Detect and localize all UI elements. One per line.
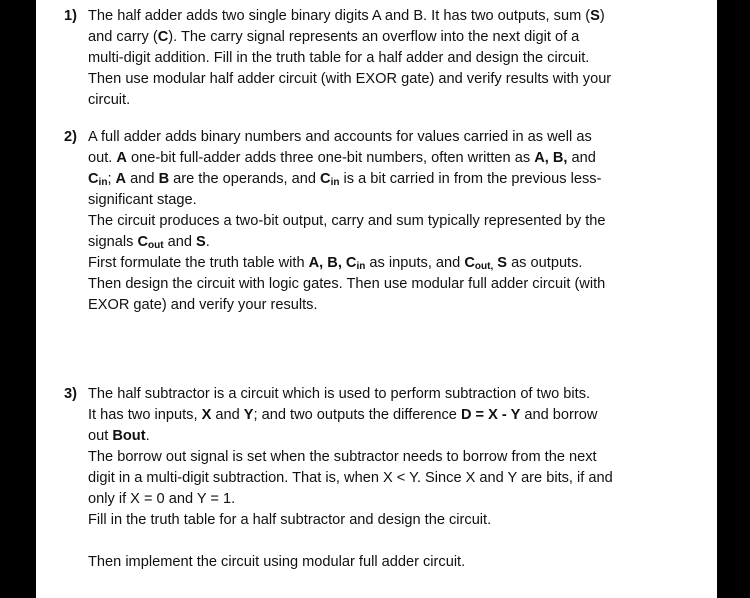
q2-line-7: First formulate the truth table with A, B, $C_{in}$ as inputs, and $C_{out,}$ S as outputs. [88, 255, 583, 272]
q2-line-2: out. A one-bit full-adder adds three one-bit numbers, often written as A, B, and [88, 150, 596, 166]
question-3 [64, 384, 703, 573]
q3-line-7: Fill in the truth table for a half subtractor and design the circuit. [88, 512, 492, 528]
q3-line-1: The half subtractor is a circuit which is used to perform subtraction of two bits. [88, 386, 591, 402]
question-3-number: 3) [64, 386, 77, 402]
q1-line-5: circuit. [88, 92, 131, 108]
q2-line-9: EXOR gate) and verify your results. [88, 297, 318, 313]
q3-line-8: Then implement the circuit using modular full adder circuit. [88, 554, 466, 570]
question-2-number: 2) [64, 129, 77, 145]
q2-line-3: $C_{in}$; A and B are the operands, and $C_{in}$ is a bit carried in from the previous less- [88, 171, 602, 188]
q1-line-2: and carry (C). The carry signal represents an overflow into the next digit of a [88, 29, 580, 45]
q2-line-5: The circuit produces a two-bit output, carry and sum typically represented by the [88, 213, 606, 229]
q3-spacer [88, 531, 703, 552]
question-1 [64, 6, 703, 111]
q2-line-8: Then design the circuit with logic gates. Then use modular full adder circuit (with [88, 276, 606, 292]
q2-line-1: A full adder adds binary numbers and accounts for values carried in as well as [88, 129, 592, 145]
q2-line-4: significant stage. [88, 192, 197, 208]
q3-line-6: only if X = 0 and Y = 1. [88, 491, 236, 507]
q3-line-4: The borrow out signal is set when the subtractor needs to borrow from the next [88, 449, 597, 465]
q2-line-6: signals $C_{out}$ and S. [88, 234, 210, 251]
q1-line-3: multi-digit addition. Fill in the truth table for a half adder and design the circuit. [88, 50, 590, 66]
document-page [36, 0, 717, 598]
question-1-number: 1) [64, 8, 77, 24]
q1-line-1: The half adder adds two single binary digits A and B. It has two outputs, sum (S) [88, 8, 605, 24]
q3-line-2: It has two inputs, X and Y; and two outputs the difference D = X - Y and borrow [88, 407, 598, 423]
q3-line-5: digit in a multi-digit subtraction. That is, when X < Y. Since X and Y are bits, if and [88, 470, 613, 486]
q3-line-3: out Bout. [88, 428, 150, 444]
question-2 [64, 127, 703, 316]
q1-line-4: Then use modular half adder circuit (with EXOR gate) and verify results with your [88, 71, 612, 87]
